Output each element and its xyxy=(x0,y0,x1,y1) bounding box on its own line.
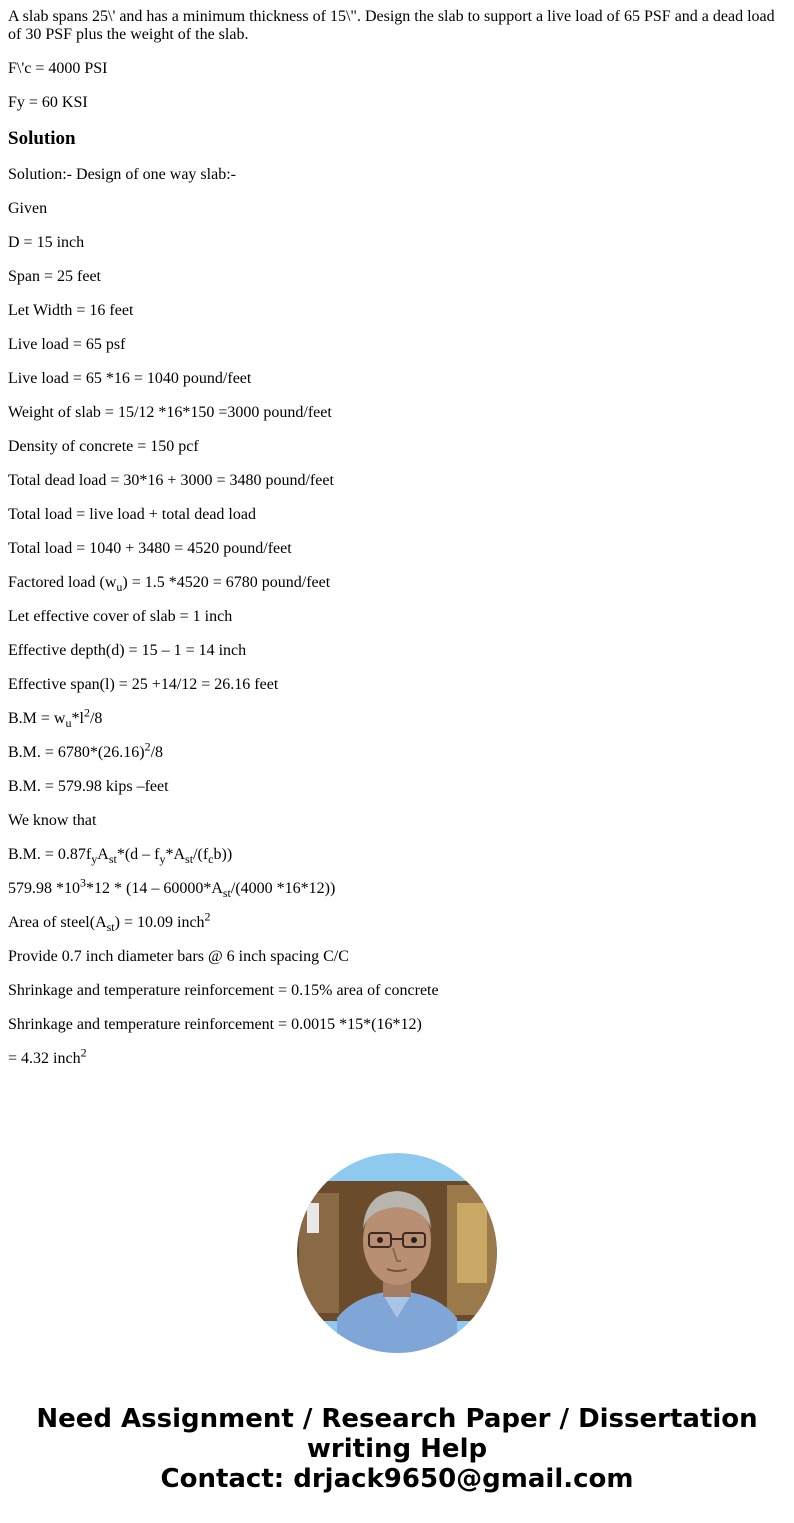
span-line: Span = 25 feet xyxy=(8,268,101,285)
steel-yield: Fy = 60 KSI xyxy=(8,94,88,111)
bending-moment-result: B.M. = 579.98 kips –feet xyxy=(8,778,169,795)
concrete-strength: F\'c = 4000 PSI xyxy=(8,60,108,77)
question-text: A slab spans 25\' and has a minimum thickness of 15\". Design the slab to support a live load of 65 PSF and a dead load of 30 PSF plus the weight of the slab. xyxy=(8,8,775,43)
density-line: Density of concrete = 150 pcf xyxy=(8,438,199,455)
shrinkage-line-1: Shrinkage and temperature reinforcement = 0.15% area of concrete xyxy=(8,982,439,999)
promo-footer xyxy=(0,1404,794,1494)
total-dead-load-line: Total dead load = 30*16 + 3000 = 3480 pound/feet xyxy=(8,472,334,489)
live-load-psf-line: Live load = 65 psf xyxy=(8,336,126,353)
width-line: Let Width = 16 feet xyxy=(8,302,134,319)
provide-bars-line: Provide 0.7 inch diameter bars @ 6 inch spacing C/C xyxy=(8,948,349,965)
numeric-equation: 579.98 $*10^3*12 * (14 - 60000*A_{st}/(4000$ *16*12)) xyxy=(8,875,336,901)
factored-load-line: Factored load $(w_u) = 1.5$ *4520 = 6780 pound/feet xyxy=(8,574,331,595)
moment-capacity-equation: B.M. = $0.87f_yA_{st}*(d - f_y*A_{st}/(f_cb))$ xyxy=(8,846,233,867)
total-load-line: Total load = 1040 + 3480 = 4520 pound/feet xyxy=(8,540,292,557)
author-photo xyxy=(297,1153,497,1353)
live-load-line: Live load = 65 *16 = 1040 pound/feet xyxy=(8,370,252,387)
given-label: Given xyxy=(8,200,48,217)
steel-area-line: Area of $steel(A_{st}) = 10.09$ inch$^2$ xyxy=(8,909,211,935)
effective-depth-line: Effective depth(d) = 15 – 1 = 14 inch xyxy=(8,642,247,659)
slab-weight-line: Weight of slab = 15/12 *16*150 =3000 pound/feet xyxy=(8,404,332,421)
bending-moment-calc: B.M. = $6780*(26.16)^2/8$ xyxy=(8,739,164,761)
thickness-line: D = 15 inch xyxy=(8,234,85,251)
document-body xyxy=(8,8,786,1084)
shrinkage-result: = 4.32 inch$^2$ xyxy=(8,1045,87,1067)
we-know-line: We know that xyxy=(8,812,97,829)
total-load-definition: Total load = live load + total dead load xyxy=(8,506,256,523)
bending-moment-formula: $B.M = w_u*l^2/8$ xyxy=(8,705,103,731)
contact-line[interactable]: Contact: drjack9650@gmail.com xyxy=(160,1464,634,1494)
promo-line-1: Need Assignment / Research Paper / Dissertation xyxy=(36,1404,758,1434)
portrait-image xyxy=(297,1153,497,1353)
cover-line: Let effective cover of slab = 1 inch xyxy=(8,608,233,625)
solution-intro: Solution:- Design of one way slab:- xyxy=(8,166,236,183)
solution-heading: Solution xyxy=(8,128,76,149)
shrinkage-line-2: Shrinkage and temperature reinforcement = 0.0015 *15*(16*12) xyxy=(8,1016,422,1033)
effective-span-line: Effective span(l) = 25 +14/12 = 26.16 feet xyxy=(8,676,279,693)
promo-line-2: writing Help xyxy=(306,1434,488,1464)
